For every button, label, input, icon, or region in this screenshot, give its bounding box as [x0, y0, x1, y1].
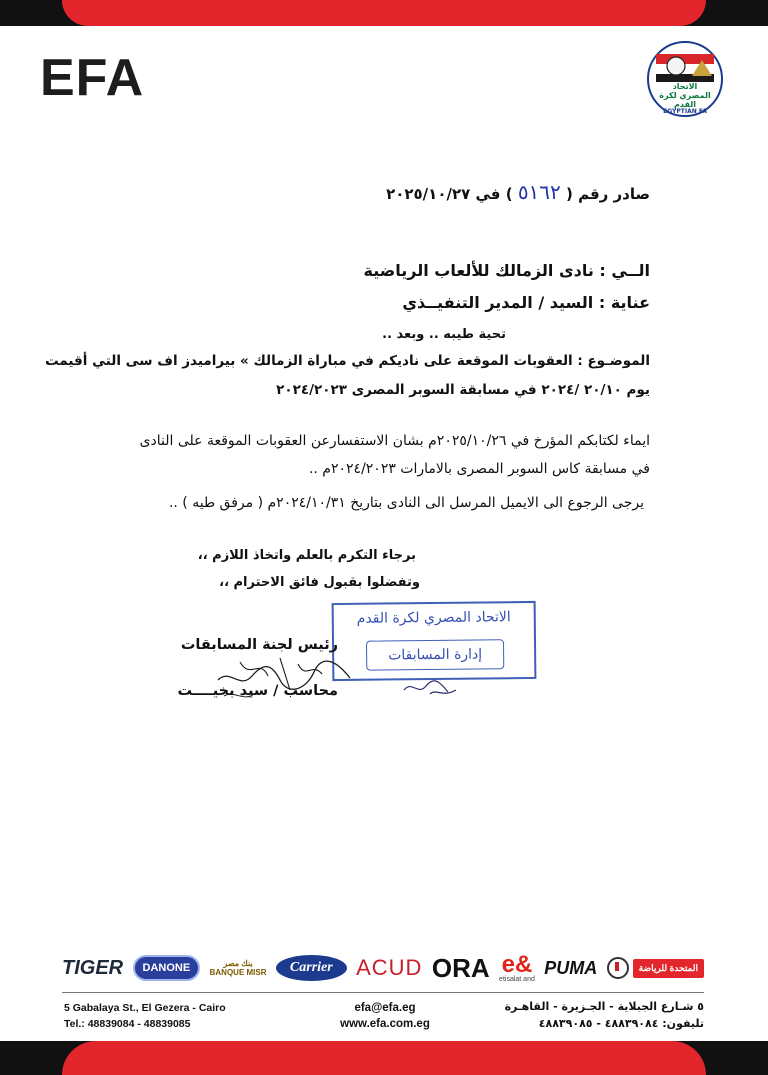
- address-ar-line-1: ٥ شـارع الجبلاية - الجـزيرة - القاهـرة: [504, 1000, 704, 1013]
- signatory-title: رئيس لجنة المسابقات: [180, 637, 338, 653]
- ref-label: صادر رقم (: [566, 185, 650, 203]
- ref-number: ٥١٦٢: [517, 180, 561, 204]
- top-red-arc: [62, 0, 706, 26]
- sponsors-strip: [62, 944, 704, 992]
- sponsor-puma-logo: PUMA: [544, 957, 598, 978]
- top-decorative-band: [0, 0, 768, 26]
- crest-name: الاتحاد المصري لكرة القدم: [659, 82, 711, 109]
- subject-line-1: الموضـوع : العقوبات الموقعة على ناديكم في مباراة الزمالك » بيراميدز اف سى التي أقيمت: [45, 353, 650, 369]
- footer-divider: [62, 992, 704, 993]
- reference-line: [386, 180, 650, 204]
- sponsor-ora-logo: ORA: [431, 952, 490, 983]
- united-sports-label: المتحدة للرياضة: [633, 959, 704, 978]
- footer-website: www.efa.com.eg: [340, 1018, 430, 1030]
- handwritten-initials: [400, 676, 460, 700]
- address-ar-line-2: تليفون: ٤٨٨٣٩٠٨٤ - ٤٨٨٣٩٠٨٥: [538, 1017, 704, 1030]
- official-stamp: [332, 601, 537, 681]
- subject-line-2: يوم ٢٠/١٠ /٢٠٢٤ في مسابقة السوبر المصرى ٢٠٢٤/٢٠٢٣: [276, 382, 650, 398]
- footer-contact: [300, 1000, 470, 1032]
- etisalat-mark: e&: [501, 950, 533, 978]
- crest-brand: EGYPTIAN FA: [663, 108, 707, 115]
- greeting-line: تحية طيبه .. وبعد ..: [382, 327, 506, 342]
- address-en-line-2: Tel.: 48839084 - 48839085: [64, 1018, 191, 1030]
- body-paragraph-line-1: ايماء لكتابكم المؤرخ في ٢٠٢٥/١٠/٢٦م بشان الاستفسارعن العقوبات الموقعة على النادى: [139, 433, 650, 449]
- body-paragraph-line-3: يرجى الرجوع الى الايميل المرسل الى النادى بتاريخ ٢٠٢٤/١٠/٣١م ( مرفق طيه ) ..: [168, 495, 644, 511]
- address-en-line-1: 5 Gabalaya St., El Gezera - Cairo: [64, 1002, 226, 1014]
- sponsor-danone-logo: DANONE: [133, 955, 201, 981]
- ref-date: ٢٠٢٥/١٠/٢٧: [386, 185, 471, 203]
- banque-misr-en: BANQUE MISR: [209, 968, 267, 977]
- stamp-line-2: إدارة المسابقات: [366, 639, 504, 670]
- etisalat-text: etisalat and: [499, 975, 535, 983]
- signatory-name: محاسب / سيد بخيــــت: [177, 683, 338, 699]
- bottom-decorative-band: [0, 1041, 768, 1075]
- footer-address-ar: [505, 998, 704, 1032]
- handwritten-signature: [210, 650, 360, 710]
- sponsor-acud-logo: ACUD: [356, 955, 423, 980]
- bottom-red-arc: [62, 1041, 706, 1075]
- sponsor-united-sports-logo: [607, 957, 704, 979]
- closing-line-2: وتفضلوا بقبول فائق الاحترام ،،: [219, 575, 420, 590]
- sponsor-tiger-logo: TIGER: [62, 956, 124, 979]
- sponsor-banque-misr-logo: [210, 959, 267, 977]
- banque-misr-ar: بنك مصر: [223, 959, 253, 968]
- ref-mid: ) في: [475, 185, 513, 203]
- united-sports-icon: [607, 957, 629, 979]
- stamp-line-1: الاتحاد المصري لكرة القدم: [356, 609, 511, 627]
- recipient-line: الــي : نادى الزمالك للألعاب الرياضية: [363, 261, 650, 280]
- sponsor-carrier-logo: Carrier: [276, 955, 347, 981]
- body-paragraph-line-2: في مسابقة كاس السوبر المصرى بالامارات ٢٠٢٤/٢٠٢٣م ..: [308, 461, 650, 477]
- efa-logo: EFA: [40, 49, 145, 107]
- attention-line: عناية : السيد / المدير التنفيــذي: [402, 293, 650, 312]
- footer-email: efa@efa.eg: [354, 1002, 416, 1014]
- sponsor-etisalat-logo: [499, 950, 535, 983]
- closing-line-1: برجاء التكرم بالعلم واتخاذ اللازم ،،: [197, 548, 416, 563]
- footer-address-en: [64, 1000, 226, 1032]
- efa-crest-logo: [646, 40, 724, 118]
